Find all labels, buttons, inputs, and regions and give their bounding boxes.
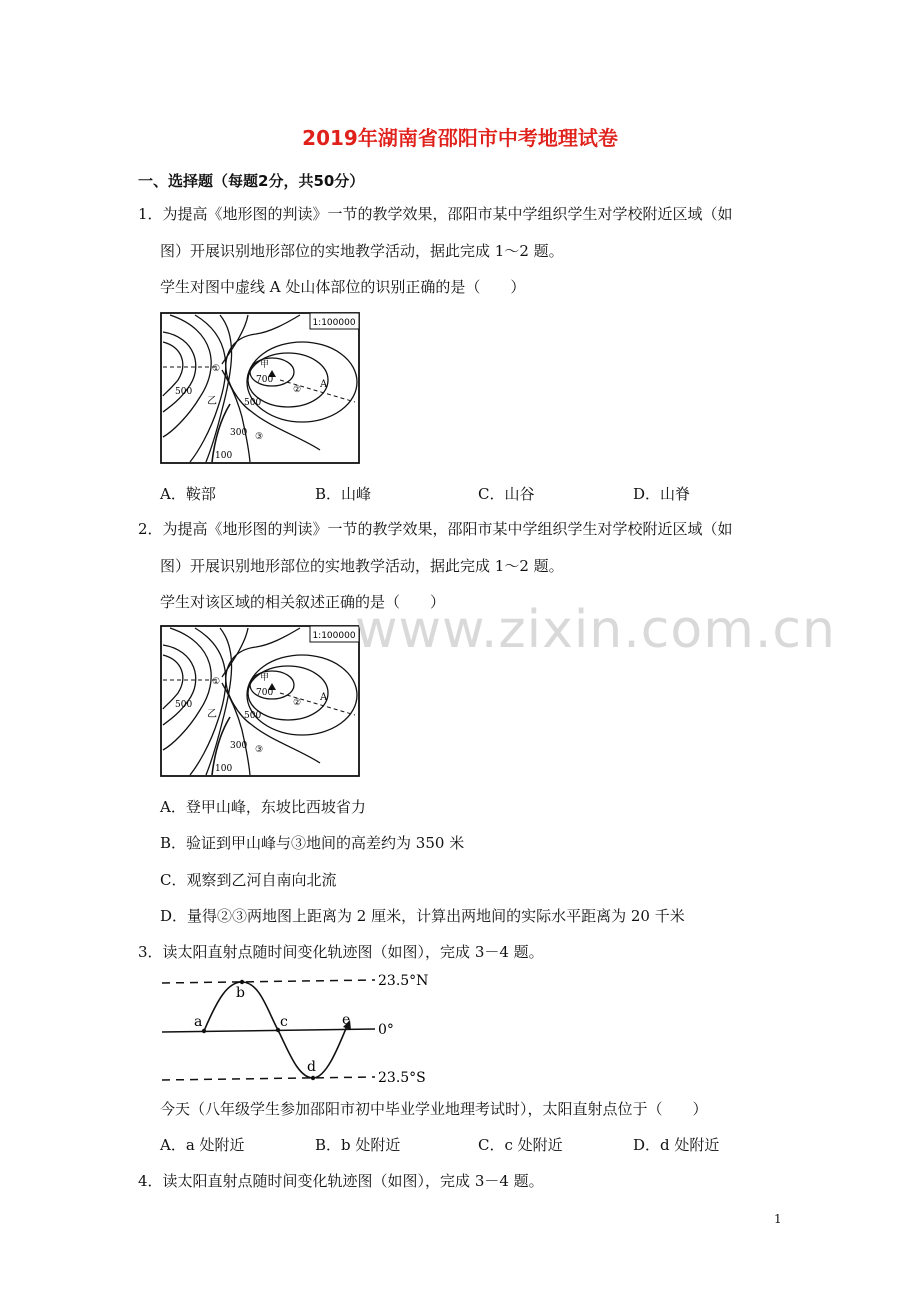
page-number: 1: [774, 1212, 782, 1226]
q3-option-d[interactable]: D．d 处附近: [633, 1136, 720, 1154]
q3-option-b[interactable]: B．b 处附近: [315, 1136, 401, 1154]
q2-line2: 图）开展识别地形部位的实地教学活动，据此完成 1～2 题。: [160, 557, 564, 575]
map2-point-a: A: [320, 692, 328, 703]
map2-label-500b: 500: [244, 711, 262, 721]
q1-option-c[interactable]: C．山谷: [478, 485, 535, 503]
point-d: d: [307, 1059, 316, 1075]
point-b: b: [236, 985, 245, 1001]
map-marker-2: ②: [293, 385, 302, 395]
q4-line1: 4．读太阳直射点随时间变化轨迹图（如图），完成 3－4 题。: [138, 1172, 544, 1190]
topographic-map-2: [160, 625, 360, 777]
map2-river-label: 乙: [207, 709, 217, 720]
map2-peak-label: 甲: [260, 673, 270, 683]
q2-option-c[interactable]: C．观察到乙河自南向北流: [160, 871, 337, 889]
map-label-700: 700: [256, 375, 274, 385]
page-title: 2019年湖南省邵阳市中考地理试卷: [302, 126, 618, 150]
map-label-100: 100: [215, 451, 233, 461]
point-e: e: [342, 1012, 351, 1028]
q3-stem: 今天（八年级学生参加邵阳市初中毕业学业地理考试时），太阳直射点位于（ ）: [160, 1100, 708, 1118]
sun-path-diagram: [160, 970, 430, 1088]
q2-stem: 学生对该区域的相关叙述正确的是（ ）: [160, 593, 446, 611]
map-point-a: A: [320, 379, 328, 390]
map2-scale: 1:100000: [312, 631, 356, 641]
section-heading: 一、选择题（每题2分，共50分）: [138, 172, 365, 190]
q3-option-c[interactable]: C．c 处附近: [478, 1136, 563, 1154]
q2-option-b[interactable]: B．验证到甲山峰与③地间的高差约为 350 米: [160, 834, 465, 852]
point-c: c: [280, 1014, 288, 1030]
q1-option-d[interactable]: D．山脊: [633, 485, 691, 503]
q2-line1: 2．为提高《地形图的判读》一节的教学效果，邵阳市某中学组织学生对学校附近区域（如: [138, 520, 733, 538]
map-marker-1: ①: [212, 364, 221, 374]
map2-marker-1: ①: [212, 677, 221, 687]
map-label-500a: 500: [175, 387, 193, 397]
map-label-500b: 500: [244, 398, 262, 408]
q2-option-d[interactable]: D．量得②③两地图上距离为 2 厘米，计算出两地间的实际水平距离为 20 千米: [160, 907, 685, 925]
q3-line1: 3．读太阳直射点随时间变化轨迹图（如图），完成 3－4 题。: [138, 943, 544, 961]
q1-option-b[interactable]: B．山峰: [315, 485, 372, 503]
map2-label-300: 300: [230, 741, 248, 751]
label-lat-s: 23.5°S: [378, 1070, 426, 1086]
q2-option-a[interactable]: A．登甲山峰，东坡比西坡省力: [160, 798, 366, 816]
map-river-label: 乙: [207, 396, 217, 407]
q1-line1: 1．为提高《地形图的判读》一节的教学效果，邵阳市某中学组织学生对学校附近区域（如: [138, 205, 733, 223]
q1-stem: 学生对图中虚线 A 处山体部位的识别正确的是（ ）: [160, 278, 526, 296]
map2-label-100: 100: [215, 764, 233, 774]
q1-line2: 图）开展识别地形部位的实地教学活动，据此完成 1～2 题。: [160, 242, 564, 260]
point-a: a: [194, 1014, 203, 1030]
map-scale: 1:100000: [312, 318, 356, 328]
map2-label-500a: 500: [175, 700, 193, 710]
label-equator: 0°: [378, 1022, 394, 1038]
q3-option-a[interactable]: A．a 处附近: [160, 1136, 245, 1154]
map2-label-700: 700: [256, 688, 274, 698]
q1-option-a[interactable]: A．鞍部: [160, 485, 216, 503]
map2-marker-3: ③: [255, 745, 264, 755]
map-label-300: 300: [230, 428, 248, 438]
map2-marker-2: ②: [293, 698, 302, 708]
watermark: www.zixin.com.cn: [355, 600, 836, 660]
topographic-map: [160, 312, 360, 464]
label-lat-n: 23.5°N: [378, 973, 429, 989]
map-marker-3: ③: [255, 432, 264, 442]
map-peak-label: 甲: [260, 360, 270, 370]
